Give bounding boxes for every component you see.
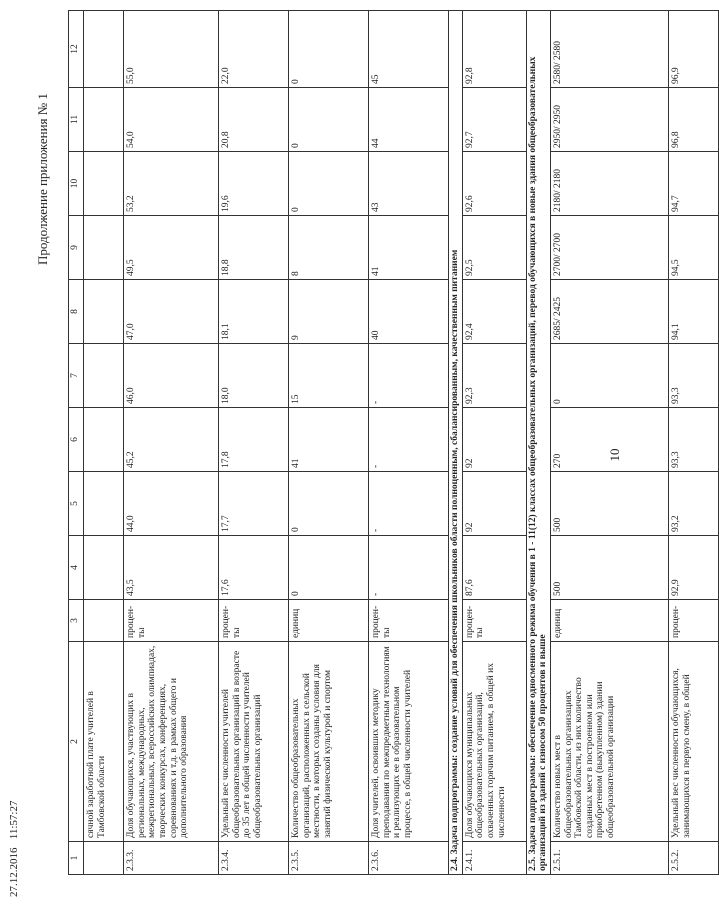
indicator-name: Количество новых мест в общеобразовательных организациях Тамбовской области, из них количество созданных мест в построенном или приобретенном (выкупленном) здании общеобразовательной организации [550, 642, 668, 842]
value-cell: - [369, 408, 449, 472]
value-cell: 92,4 [462, 280, 526, 344]
unit-cell: процен-ты [369, 600, 449, 642]
value-cell: 17,8 [219, 408, 289, 472]
value-cell: 18,0 [219, 344, 289, 408]
footer-date: 27.12.2016 [8, 847, 20, 897]
unit-cell: единиц [289, 600, 369, 642]
value-cell: 92,8 [462, 11, 526, 88]
value-cell: 93,3 [668, 344, 718, 408]
value-cell: 94,1 [668, 280, 718, 344]
indicator-name: Доля обучающихся, участвующих в региональных, международных, межрегиональных, всероссийских олимпиадах, творческих конкурсах, конференциях, соревнованиях и т.д. в рамках общего и дополнительного образования [124, 642, 219, 842]
value-cell: 92,9 [668, 536, 718, 600]
value-cell: 92 [462, 472, 526, 536]
value-cell: 500 [550, 536, 668, 600]
value-cell: 9 [289, 280, 369, 344]
value-cell: 15 [289, 344, 369, 408]
unit-cell: процен-ты [219, 600, 289, 642]
value-cell: 92 [462, 408, 526, 472]
table-row [124, 11, 219, 875]
table-row [369, 11, 449, 875]
column-number: 7 [69, 344, 84, 408]
value-cell: 92,3 [462, 344, 526, 408]
print-footer [8, 801, 20, 897]
column-number: 10 [69, 152, 84, 216]
page-number: 10 [607, 448, 622, 462]
section-title: 2.5. Задача подпрограммы: обеспечение односменного режима обучения в 1 - 11(12) классах общеобразовательных организаций, перевод обучающихся в новые здания общеобразовательных организаций из зданий с износом 50 процентов и выше [526, 11, 550, 875]
column-number: 3 [69, 600, 84, 642]
value-cell: - [369, 536, 449, 600]
value-cell: 270 [550, 408, 668, 472]
indicator-name: Доля обучающихся муниципальных общеобразовательных организаций, охваченных горячим питанием, в общей их численности [462, 642, 526, 842]
empty-cell [84, 536, 124, 600]
empty-cell [84, 11, 124, 88]
table-row [462, 11, 526, 875]
column-number: 1 [69, 842, 84, 875]
empty-cell [84, 216, 124, 280]
value-cell: 0 [289, 152, 369, 216]
value-cell: 87,6 [462, 536, 526, 600]
column-number: 11 [69, 88, 84, 152]
empty-cell [84, 408, 124, 472]
table-row [550, 11, 668, 875]
value-cell: 94,7 [668, 152, 718, 216]
column-number-header [69, 11, 84, 875]
section-title: 2.4. Задача подпрограммы: создание условий для обеспечения школьников области полноценным, сбалансированным, качественным питанием [449, 11, 463, 875]
continuation-text: сячной заработной плате учителей в Тамбовской области [84, 642, 124, 842]
value-cell: 2685/ 2425 [550, 280, 668, 344]
value-cell: - [369, 472, 449, 536]
value-cell: 8 [289, 216, 369, 280]
indicator-name: Доля учителей, освоивших методику преподавания по межпредметным технологиям и реализующих ее в образовательном процессе, в общей численности учителей [369, 642, 449, 842]
value-cell: 53,2 [124, 152, 219, 216]
empty-cell [84, 472, 124, 536]
value-cell: 44,0 [124, 472, 219, 536]
unit-cell: процен- [668, 600, 718, 642]
column-number: 8 [69, 280, 84, 344]
value-cell: 22,0 [219, 11, 289, 88]
column-number: 2 [69, 642, 84, 842]
value-cell: 2580/ 2580 [550, 11, 668, 88]
value-cell: 45,2 [124, 408, 219, 472]
empty-cell [84, 344, 124, 408]
value-cell: 54,0 [124, 88, 219, 152]
value-cell: 43 [369, 152, 449, 216]
continuation-row [84, 11, 124, 875]
appendix-caption: Продолжение приложения № 1 [35, 93, 50, 265]
value-cell: 55,0 [124, 11, 219, 88]
section-header-row [449, 11, 463, 875]
column-number: 9 [69, 216, 84, 280]
unit-cell: процен-ты [124, 600, 219, 642]
empty-cell [84, 842, 124, 875]
row-id: 2.3.5. [289, 842, 369, 875]
column-number: 5 [69, 472, 84, 536]
value-cell: 0 [289, 11, 369, 88]
value-cell: 92,5 [462, 216, 526, 280]
indicator-table [68, 10, 719, 875]
value-cell: 49,5 [124, 216, 219, 280]
value-cell: 44 [369, 88, 449, 152]
value-cell: 17,6 [219, 536, 289, 600]
table-body [69, 11, 719, 875]
value-cell: 18,8 [219, 216, 289, 280]
value-cell: 2700/ 2700 [550, 216, 668, 280]
value-cell: 2180/ 2180 [550, 152, 668, 216]
value-cell: 93,3 [668, 408, 718, 472]
indicator-name: Количество общеобразовательных организаций, расположенных в сельской местности, в которых созданы условия для занятий физической культурой и спортом [289, 642, 369, 842]
value-cell: 0 [289, 88, 369, 152]
table-row [289, 11, 369, 875]
value-cell: - [369, 344, 449, 408]
empty-cell [84, 600, 124, 642]
row-id: 2.4.1. [462, 842, 526, 875]
value-cell: 19,6 [219, 152, 289, 216]
value-cell: 0 [289, 536, 369, 600]
value-cell: 0 [550, 344, 668, 408]
value-cell: 0 [289, 472, 369, 536]
value-cell: 96,9 [668, 11, 718, 88]
empty-cell [84, 280, 124, 344]
row-id: 2.3.3. [124, 842, 219, 875]
indicator-name: Удельный вес численности учителей общеобразовательных организаций в возрасте до 35 лет в общей численности учителей общеобразовательных организаций [219, 642, 289, 842]
value-cell: 92,6 [462, 152, 526, 216]
value-cell: 500 [550, 472, 668, 536]
value-cell: 18,1 [219, 280, 289, 344]
value-cell: 94,5 [668, 216, 718, 280]
row-id: 2.5.1. [550, 842, 668, 875]
value-cell: 41 [289, 408, 369, 472]
value-cell: 46,0 [124, 344, 219, 408]
value-cell: 45 [369, 11, 449, 88]
unit-cell: процен-ты [462, 600, 526, 642]
value-cell: 92,7 [462, 88, 526, 152]
footer-time: 11:57:27 [8, 800, 20, 840]
row-id: 2.3.6. [369, 842, 449, 875]
row-id: 2.5.2. [668, 842, 718, 875]
empty-cell [84, 152, 124, 216]
unit-cell: единиц [550, 600, 668, 642]
indicator-name: Удельный вес численности обучающихся, занимающихся в первую смену, в общей [668, 642, 718, 842]
column-number: 6 [69, 408, 84, 472]
value-cell: 2950/ 2950 [550, 88, 668, 152]
value-cell: 93,2 [668, 472, 718, 536]
value-cell: 96,8 [668, 88, 718, 152]
value-cell: 20,8 [219, 88, 289, 152]
table-row [219, 11, 289, 875]
value-cell: 47,0 [124, 280, 219, 344]
empty-cell [84, 88, 124, 152]
table-row [668, 11, 718, 875]
value-cell: 17,7 [219, 472, 289, 536]
value-cell: 43,5 [124, 536, 219, 600]
section-header-row [526, 11, 550, 875]
row-id: 2.3.4. [219, 842, 289, 875]
value-cell: 40 [369, 280, 449, 344]
value-cell: 41 [369, 216, 449, 280]
column-number: 4 [69, 536, 84, 600]
column-number: 12 [69, 11, 84, 88]
